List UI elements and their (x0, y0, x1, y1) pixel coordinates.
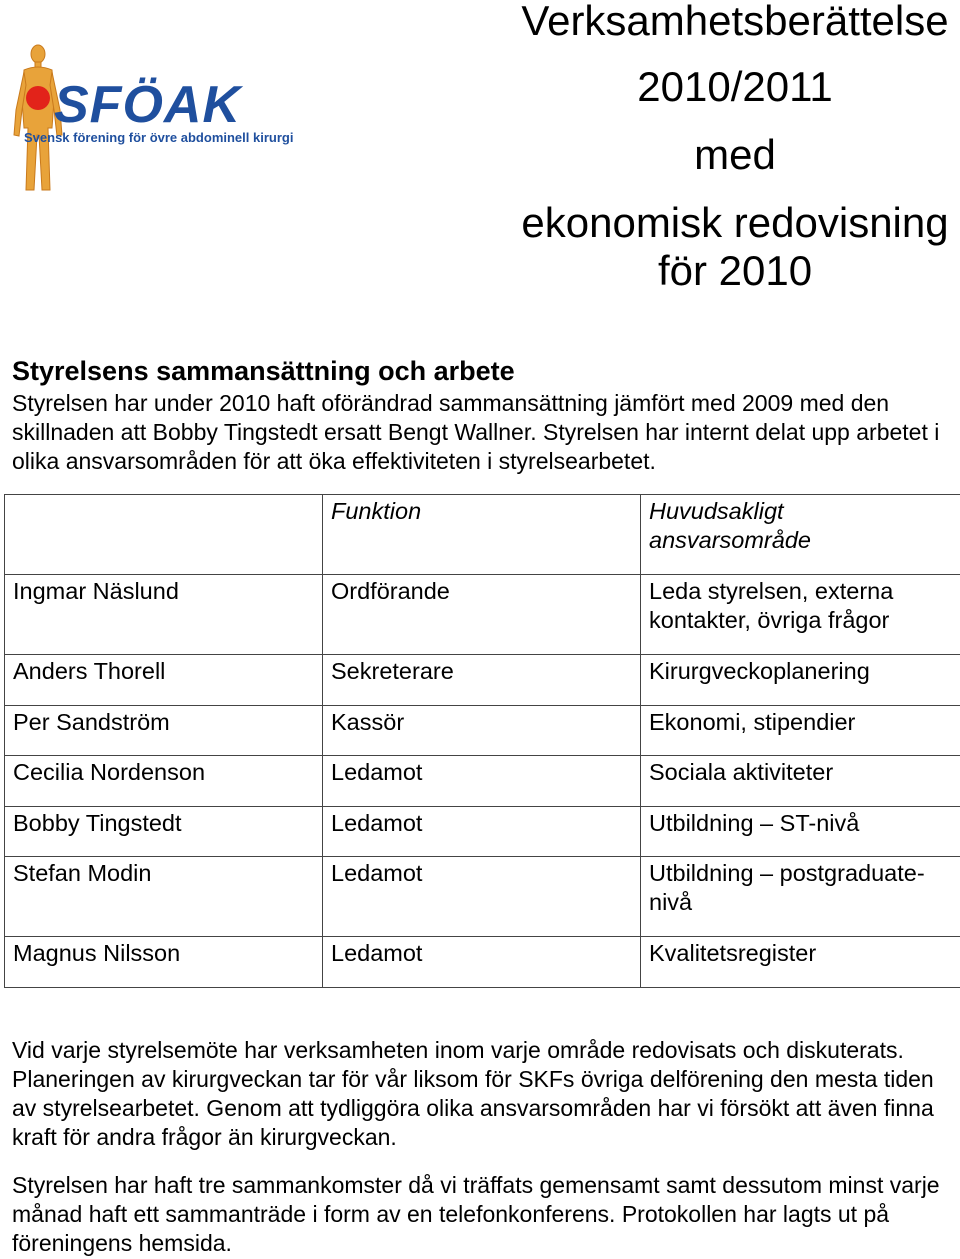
board-table (4, 494, 960, 988)
table-row (5, 806, 960, 857)
table-row (5, 756, 960, 807)
title-line-3: med (694, 131, 776, 178)
body-paragraph-1: Vid varje styrelsemöte har verksamheten inom varje område redovisats och diskuterats. Planeringen av kirurgveckan tar för vår liksom för SKFs övriga delförening den mesta tiden av styrelsearbetet. Genom att tydliggöra olika ansvarsområden har vi försökt att även finna kraft för andra frågor än kirurgveckan. (12, 1037, 934, 1150)
member-function: Ledamot (323, 857, 641, 937)
member-responsibility: Kvalitetsregister (641, 937, 960, 988)
logo-tagline: Svensk förening för övre abdominell kirurgi (24, 130, 294, 145)
member-responsibility: Kirurgveckoplanering (641, 655, 960, 706)
member-name: Per Sandström (5, 705, 323, 756)
member-function: Ordförande (323, 575, 641, 655)
member-function: Ledamot (323, 937, 641, 988)
member-responsibility: Leda styrelsen, externa kontakter, övriga frågor (641, 575, 960, 655)
sfoak-logo (8, 40, 328, 205)
member-responsibility: Sociala aktiviteter (641, 756, 960, 807)
member-function: Ledamot (323, 756, 641, 807)
member-responsibility: Utbildning – ST-nivå (641, 806, 960, 857)
title-line-1: Verksamhetsberättelse (521, 0, 949, 44)
intro-paragraph: Styrelsen har under 2010 haft oförändrad sammansättning jämfört med 2009 med den skillnaden att Bobby Tingstedt ersatt Bengt Wallner. Styrelsen har internt delat upp arbetet i olika ansvarsområden för att öka effektiviteten i styrelsearbetet. (12, 390, 940, 474)
table-row (5, 705, 960, 756)
body-paragraph-2: Styrelsen har haft tre sammankomster då vi träffats gemensamt samt dessutom minst varje månad haft ett sammanträde i form av en telefonkonferens. Protokollen har lagts ut på föreningens hemsida. (12, 1172, 940, 1256)
header-function: Funktion (323, 495, 641, 575)
member-function: Kassör (323, 705, 641, 756)
header-name (5, 495, 323, 575)
logo-wordmark: SFÖAK (54, 76, 241, 134)
header-responsibility: Huvudsakligt ansvarsområde (641, 495, 960, 575)
table-row (5, 655, 960, 706)
sfoak-logo-graphic (8, 40, 328, 205)
member-function: Ledamot (323, 806, 641, 857)
member-responsibility: Ekonomi, stipendier (641, 705, 960, 756)
table-row (5, 937, 960, 988)
member-name: Stefan Modin (5, 857, 323, 937)
member-responsibility: Utbildning – postgraduate-nivå (641, 857, 960, 937)
member-name: Magnus Nilsson (5, 937, 323, 988)
member-name: Anders Thorell (5, 655, 323, 706)
member-name: Cecilia Nordenson (5, 756, 323, 807)
table-row (5, 575, 960, 655)
table-row (5, 857, 960, 937)
member-function: Sekreterare (323, 655, 641, 706)
member-name: Ingmar Näslund (5, 575, 323, 655)
title-line-4: ekonomisk redovisning (521, 199, 949, 246)
title-line-2: 2010/2011 (637, 63, 833, 110)
section-heading: Styrelsens sammansättning och arbete (12, 356, 515, 386)
table-header-row (5, 495, 960, 575)
red-dot-icon (26, 86, 50, 110)
title-line-5: för 2010 (657, 247, 813, 294)
member-name: Bobby Tingstedt (5, 806, 323, 857)
